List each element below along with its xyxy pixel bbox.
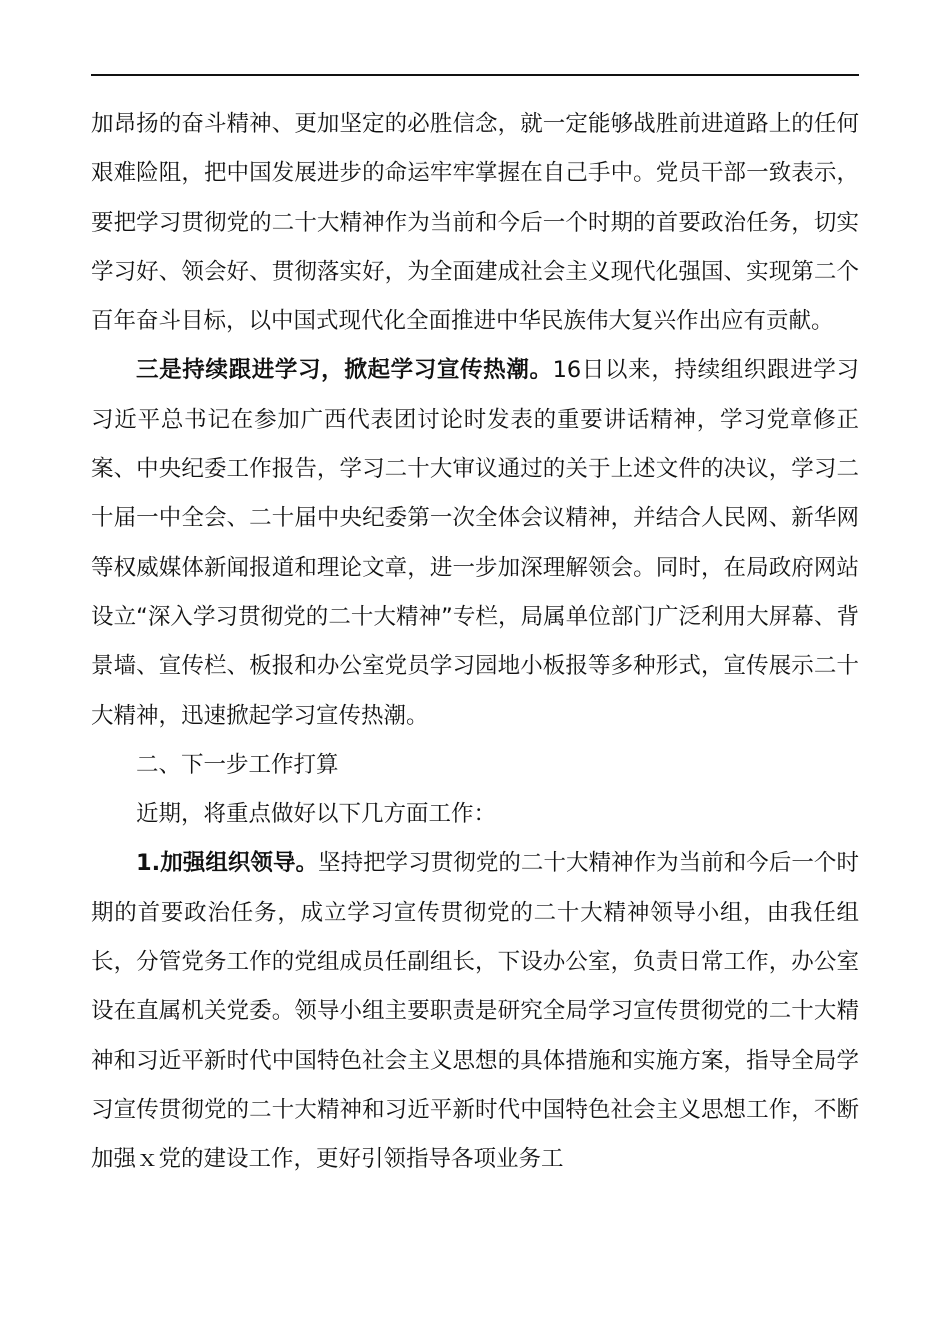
paragraph-lead: 1.加强组织领导。: [136, 850, 319, 877]
paragraph-point-three: [91, 346, 859, 740]
paragraph-continuation: [91, 100, 859, 346]
section-heading-text: 二、下一步工作打算: [136, 751, 339, 778]
paragraph-intro: [91, 790, 859, 839]
paragraph-text: 近期，将重点做好以下几方面工作：: [136, 801, 497, 828]
paragraph-text: 16日以来，持续组织跟进学习习近平总书记在参加广西代表团讨论时发表的重要讲话精神，学习党章修正案、中央纪委工作报告，学习二十大审议通过的关于上述文件的决议，学习二十届一中全会、二十届中央纪委第一次全体会议精神，并结合人民网、新华网等权威媒体新闻报道和理论文章，进一步加深理解领会。同时，在局政府网站设立“深入学习贯彻党的二十大精神”专栏，局属单位部门广泛利用大屏幕、背景墙、宣传栏、板报和办公室党员学习园地小板报等多种形式，宣传展示二十大精神，迅速掀起学习宣传热潮。: [91, 357, 859, 729]
paragraph-lead: 三是持续跟进学习，掀起学习宣传热潮。: [136, 357, 553, 384]
paragraph-text: 加昂扬的奋斗精神、更加坚定的必胜信念，就一定能够战胜前进道路上的任何艰难险阻，把中国发展进步的命运牢牢掌握在自己手中。党员干部一致表示，要把学习贯彻党的二十大精神作为当前和今后一个时期的首要政治任务，切实学习好、领会好、贯彻落实好，为全面建成社会主义现代化强国、实现第二个百年奋斗目标，以中国式现代化全面推进中华民族伟大复兴作出应有贡献。: [91, 111, 859, 335]
document-body: [91, 100, 859, 1185]
paragraph-text: 坚持把学习贯彻党的二十大精神作为当前和今后一个时期的首要政治任务，成立学习宣传贯彻党的二十大精神领导小组，由我任组长，分管党务工作的党组成员任副组长，下设办公室，负责日常工作，办公室设在直属机关党委。领导小组主要职责是研究全局学习宣传贯彻党的二十大精神和习近平新时代中国特色社会主义思想的具体措施和实施方案，指导全局学习宣传贯彻党的二十大精神和习近平新时代中国特色社会主义思想工作，不断加强ｘ党的建设工作，更好引领指导各项业务工: [91, 850, 859, 1173]
section-heading: [91, 741, 859, 790]
header-divider: [91, 74, 859, 76]
paragraph-item-one: [91, 839, 859, 1184]
